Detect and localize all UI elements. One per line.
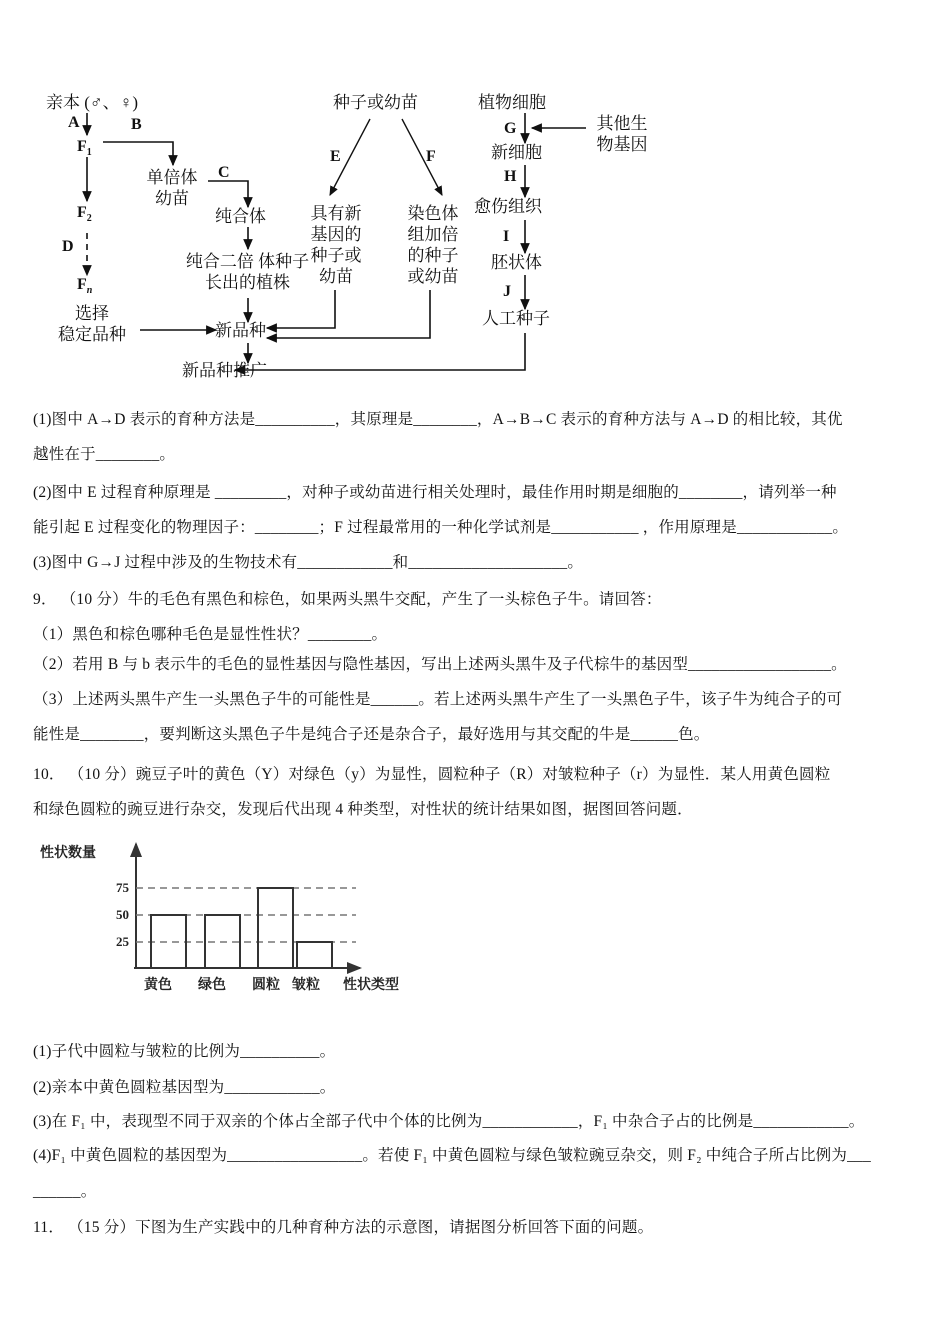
node-plant-cell: 植物细胞 (478, 93, 546, 112)
node-pure-diploid-plant: 纯合二倍 体种子 长出的植株 (185, 252, 310, 292)
node-select-stable: 选择 稳定品种 (58, 304, 126, 344)
q9-item2: （2）若用 B 与 b 表示牛的毛色的显性基因与隐性基因，写出上述两头黑牛及子代棕牛的基因型__________________。 (33, 656, 847, 673)
q8-item2-line1: (2)图中 E 过程育种原理是 _________，对种子或幼苗进行相关处理时，最佳作用时期是细胞的________，请列举一种 (33, 484, 837, 501)
node-artificial-seed: 人工种子 (482, 309, 550, 328)
q10-item4-line2: ______。 (33, 1183, 97, 1200)
node-new-cell: 新细胞 (491, 143, 542, 162)
q9-item1: （1）黑色和棕色哪种毛色是显性性状？________。 (33, 626, 388, 643)
q10-stem-line1: 10． （10 分）豌豆子叶的黄色（Y）对绿色（y）为显性，圆粒种子（R）对皱粒种子（r）为显性．某人用黄色圆粒 (33, 766, 831, 783)
node-parent: 亲本 (♂、♀) (46, 93, 139, 112)
node-other-organism-genes: 其他生 物基因 (596, 114, 648, 154)
step-label-G: G (504, 120, 517, 137)
chart-ytick-75: 75 (116, 880, 129, 895)
node-embryoid: 胚状体 (491, 253, 542, 272)
q8-item1-line1: (1)图中 A→D 表示的育种方法是__________，其原理是________，A→B→C 表示的育种方法与 A→D 的相比较，其优 (33, 411, 843, 428)
step-label-H: H (504, 168, 517, 185)
node-fn: $F_n$ (77, 276, 93, 297)
q10-stem-line2: 和绿色圆粒的豌豆进行杂交，发现后代出现 4 种类型，对性状的统计结果如图，据图回答问题． (33, 801, 693, 818)
q10-item3: (3)在 F₁ 中，表现型不同于双亲的个体占全部子代中个体的比例为____________，F₁ 中杂合子占的比例是____________。 (33, 1113, 865, 1130)
node-promote-new-variety: 新品种推广 (182, 361, 267, 380)
step-label-D: D (62, 238, 74, 255)
node-new-variety: 新品种 (215, 321, 266, 340)
q10-item1: (1)子代中圆粒与皱粒的比例为__________。 (33, 1043, 336, 1060)
q9-item3-line1: （3）上述两头黑牛产生一头黑色子牛的可能性是______。若上述两头黑牛产生了一头黑色子牛，该子牛为纯合子的可 (33, 691, 843, 708)
q9-stem: 9． （10 分）牛的毛色有黑色和棕色，如果两头黑牛交配，产生了一头棕色子牛。请回答： (33, 591, 662, 608)
chart-y-axis-label: 性状数量 (40, 844, 96, 860)
trait-count-bar-chart (40, 840, 460, 1020)
q8-item1-line2: 越性在于________。 (33, 446, 176, 463)
chart-ytick-25: 25 (116, 934, 129, 949)
step-label-E: E (330, 148, 341, 165)
node-new-gene-seed: 具有新 基因的 种子或 幼苗 (310, 204, 362, 286)
step-label-A: A (68, 114, 80, 131)
q10-item2: (2)亲本中黄色圆粒基因型为____________。 (33, 1079, 336, 1096)
node-callus: 愈伤组织 (474, 197, 542, 216)
q9-item3-line2: 能性是________，要判断这头黑色子牛是纯合子还是杂合子，最好选用与其交配的牛是______色。 (33, 726, 710, 743)
chart-xtick-wrinkled: 皱粒 (292, 976, 320, 992)
step-label-J: J (503, 283, 511, 300)
step-label-F: F (426, 148, 436, 165)
breeding-methods-diagram (30, 85, 670, 395)
chart-xtick-round: 圆粒 (252, 976, 280, 992)
node-haploid-seedling: 单倍体 幼苗 (146, 168, 198, 208)
q8-item3: (3)图中 G→J 过程中涉及的生物技术有____________和____________________。 (33, 554, 584, 571)
node-f1: $F_1$ (77, 138, 92, 159)
q10-item4-line1: (4)F₁ 中黄色圆粒的基因型为_________________。若使 F₁ 中黄色圆粒与绿色皱粒豌豆杂交，则 F₂ 中纯合子所占比例为___ (33, 1147, 871, 1164)
chart-xtick-yellow: 黄色 (144, 976, 172, 992)
step-label-I: I (503, 228, 510, 245)
node-f2: $F_2$ (77, 204, 92, 225)
chart-x-axis-label: 性状类型 (343, 976, 399, 992)
node-seed-or-seedling: 种子或幼苗 (333, 93, 418, 112)
step-label-B: B (131, 116, 142, 133)
q11-stem: 11． （15 分）下图为生产实践中的几种育种方法的示意图，请据图分析回答下面的问题。 (33, 1219, 654, 1236)
step-label-C: C (218, 164, 230, 181)
node-chromosome-doubled-seed: 染色体 组加倍 的种子 或幼苗 (407, 204, 459, 286)
chart-ytick-50: 50 (116, 907, 129, 922)
q8-item2-line2: 能引起 E 过程变化的物理因子：________；F 过程最常用的一种化学试剂是___________ ，作用原理是____________。 (33, 519, 849, 536)
node-pure-line: 纯合体 (215, 207, 266, 226)
chart-xtick-green: 绿色 (198, 976, 226, 992)
